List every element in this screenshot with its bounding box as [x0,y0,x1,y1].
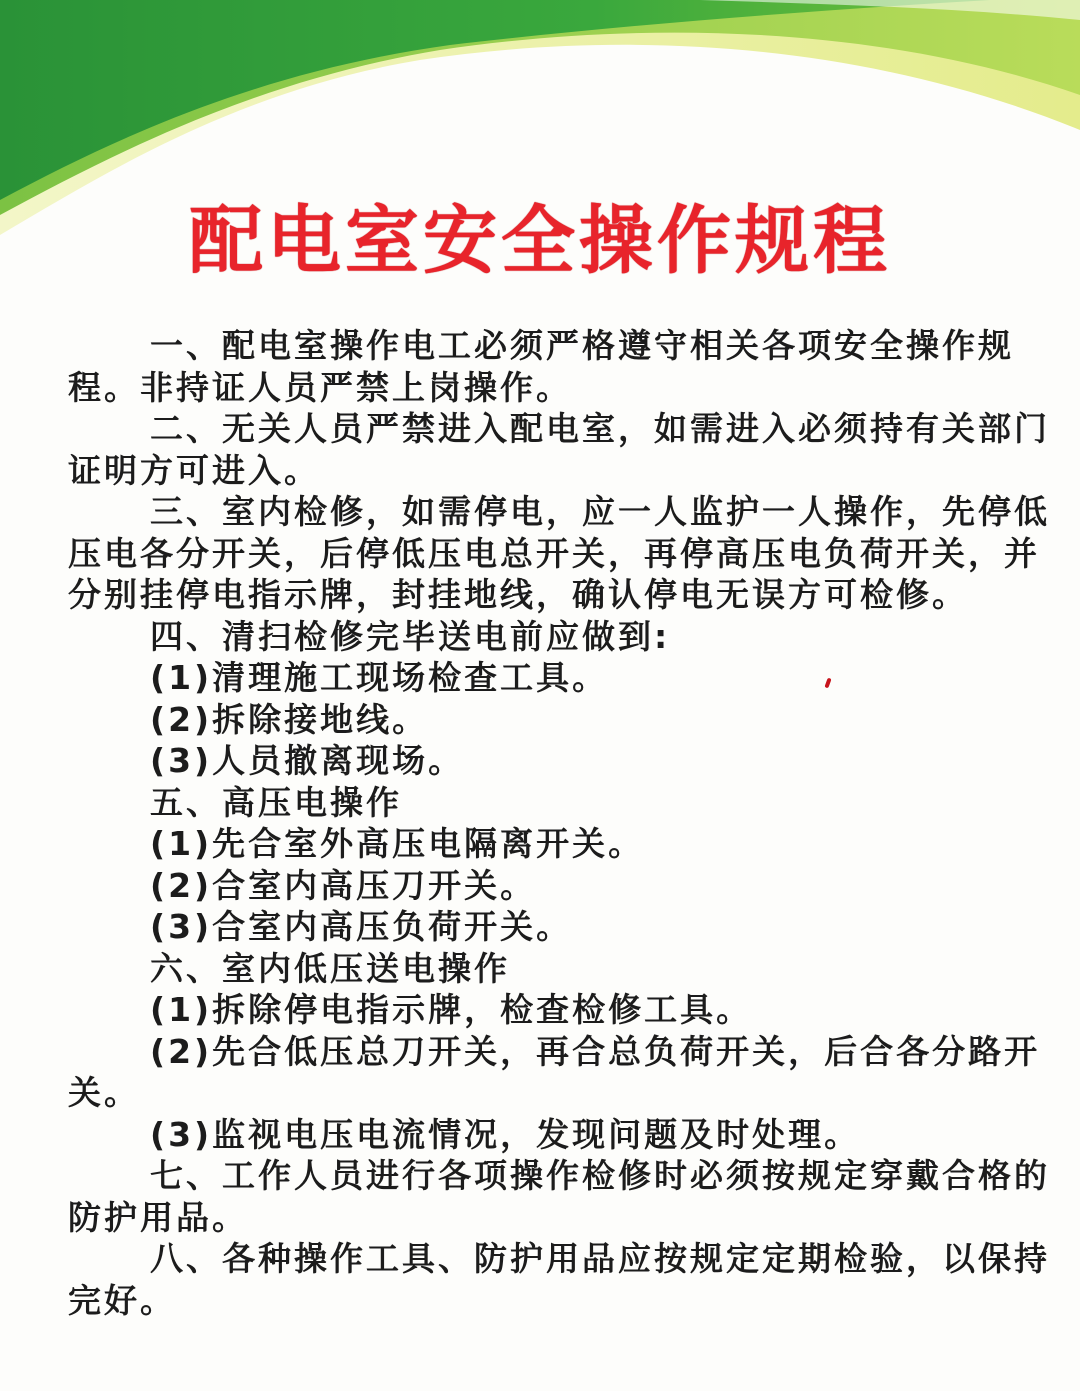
regulation-line: 五、高压电操作 [150,782,402,822]
regulation-body [68,325,1053,1321]
regulation-line: (2)先合低压总刀开关，再合总负荷开关，后合各分路开关。 [68,1031,1041,1112]
regulation-line: 七、工作人员进行各项操作检修时必须按规定穿戴合格的防护用品。 [68,1156,1050,1237]
regulation-line: (3)合室内高压负荷开关。 [150,907,573,946]
regulation-line: (1)先合室外高压电隔离开关。 [150,824,645,863]
regulation-line: (1)清理施工现场检查工具。 [150,658,609,697]
regulation-line: 四、清扫检修完毕送电前应做到: [150,616,671,656]
regulation-line: (3)监视电压电流情况，发现问题及时处理。 [150,1114,861,1154]
regulation-line: 八、各种操作工具、防护用品应按规定定期检验，以保持完好。 [68,1239,1050,1320]
regulation-line: 二、无关人员严禁进入配电室，如需进入必须持有关部门证明方可进入。 [68,409,1050,490]
regulation-line: (2)拆除接地线。 [150,699,429,739]
regulation-line: (3)人员撤离现场。 [150,741,465,780]
regulation-line: 三、室内检修，如需停电，应一人监护一人操作，先停低压电各分开关，后停低压电总开关，再停高压电负荷开关，并分别挂停电指示牌，封挂地线，确认停电无误方可检修。 [68,492,1050,614]
regulation-line: 六、室内低压送电操作 [150,948,510,988]
regulation-line: 一、配电室操作电工必须严格遵守相关各项安全操作规程。非持证人员严禁上岗操作。 [68,326,1014,407]
page-title: 配电室安全操作规程 [189,198,891,284]
regulation-line: (1)拆除停电指示牌，检查检修工具。 [150,990,753,1029]
regulation-line: (2)合室内高压刀开关。 [150,865,537,905]
